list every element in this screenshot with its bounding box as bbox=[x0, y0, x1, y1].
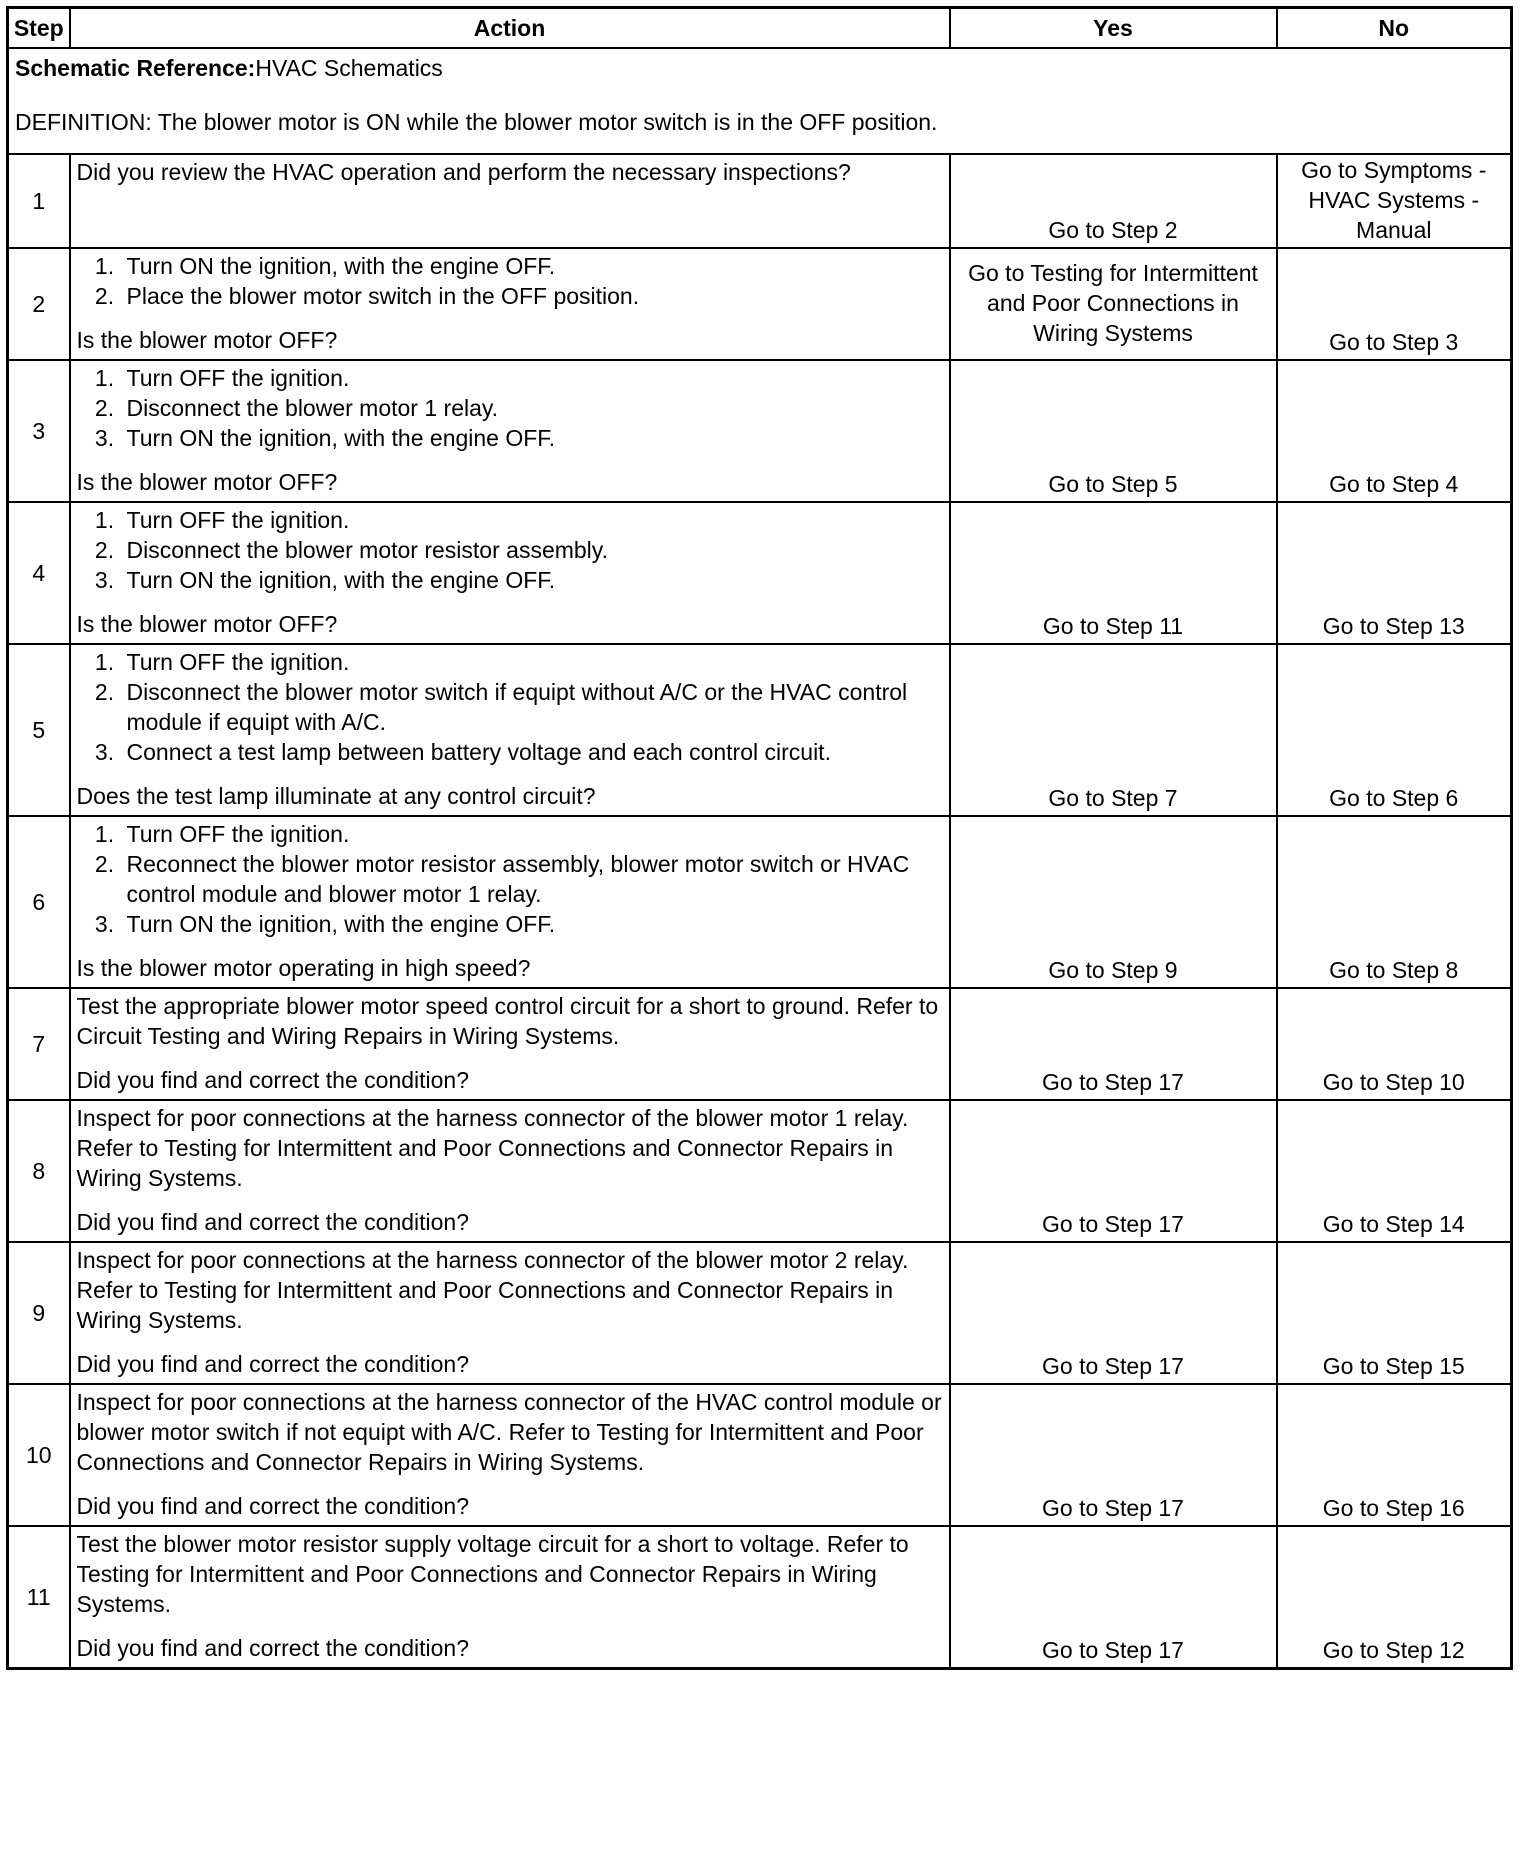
step-question: Does the test lamp illuminate at any control circuit? bbox=[76, 783, 596, 809]
step-row-5 bbox=[8, 644, 1512, 816]
instruction-item: 2. Place the blower motor switch in the OFF position. bbox=[121, 281, 943, 311]
instruction-item: 3. Turn ON the ignition, with the engine OFF. bbox=[121, 423, 943, 453]
step-question: Did you find and correct the condition? bbox=[76, 1067, 470, 1093]
step-action bbox=[70, 1100, 950, 1242]
step-text: Test the appropriate blower motor speed control circuit for a short to ground. Refer to Circuit Testing and Wiring Repairs in Wiring Systems. bbox=[76, 993, 939, 1049]
instruction-list bbox=[77, 819, 943, 939]
step-number: 6 bbox=[8, 816, 70, 988]
step-number: 1 bbox=[8, 154, 70, 248]
instruction-item: 3. Connect a test lamp between battery voltage and each control circuit. bbox=[121, 737, 943, 767]
step-row-7 bbox=[8, 988, 1512, 1100]
step-question: Did you find and correct the condition? bbox=[76, 1493, 470, 1519]
step-question: Is the blower motor OFF? bbox=[76, 327, 338, 353]
step-action bbox=[70, 1242, 950, 1384]
step-action bbox=[70, 816, 950, 988]
step-action bbox=[70, 644, 950, 816]
step-action bbox=[70, 248, 950, 360]
diagnostic-table bbox=[6, 6, 1513, 1670]
yes-result[interactable]: Go to Step 5 bbox=[950, 360, 1277, 502]
instruction-item: 2. Disconnect the blower motor 1 relay. bbox=[121, 393, 943, 423]
step-text: Test the blower motor resistor supply voltage circuit for a short to voltage. Refer to Testing for Intermittent and Poor Connections and Connector Repairs in Wiring Systems. bbox=[76, 1531, 909, 1617]
yes-result[interactable]: Go to Step 17 bbox=[950, 1384, 1277, 1526]
instruction-list bbox=[77, 505, 943, 595]
instruction-item: 1. Turn OFF the ignition. bbox=[121, 819, 943, 849]
step-number: 10 bbox=[8, 1384, 70, 1526]
step-question: Is the blower motor operating in high speed? bbox=[76, 955, 531, 981]
instruction-item: 2. Disconnect the blower motor resistor assembly. bbox=[121, 535, 943, 565]
step-question: Is the blower motor OFF? bbox=[76, 611, 338, 637]
no-result[interactable]: Go to Step 8 bbox=[1277, 816, 1512, 988]
instruction-item: 1. Turn OFF the ignition. bbox=[121, 363, 943, 393]
step-action bbox=[70, 154, 950, 248]
yes-result[interactable]: Go to Step 17 bbox=[950, 1242, 1277, 1384]
yes-result[interactable]: Go to Step 17 bbox=[950, 988, 1277, 1100]
step-number: 11 bbox=[8, 1526, 70, 1669]
step-number: 7 bbox=[8, 988, 70, 1100]
header-yes: Yes bbox=[950, 8, 1277, 49]
step-text: Inspect for poor connections at the harness connector of the HVAC control module or blower motor switch if not equipt with A/C. Refer to Testing for Intermittent and Poor Connections and Connector Repairs in Wiring Systems. bbox=[76, 1389, 942, 1475]
step-number: 8 bbox=[8, 1100, 70, 1242]
no-result[interactable]: Go to Step 16 bbox=[1277, 1384, 1512, 1526]
step-number: 9 bbox=[8, 1242, 70, 1384]
step-number: 3 bbox=[8, 360, 70, 502]
no-result[interactable]: Go to Step 10 bbox=[1277, 988, 1512, 1100]
step-row-3 bbox=[8, 360, 1512, 502]
step-question: Did you find and correct the condition? bbox=[76, 1635, 470, 1661]
yes-result[interactable]: Go to Step 7 bbox=[950, 644, 1277, 816]
header-no: No bbox=[1277, 8, 1512, 49]
step-action bbox=[70, 1384, 950, 1526]
step-row-6 bbox=[8, 816, 1512, 988]
instruction-list bbox=[77, 251, 943, 311]
step-question: Did you find and correct the condition? bbox=[76, 1351, 470, 1377]
step-text: Did you review the HVAC operation and perform the necessary inspections? bbox=[76, 159, 851, 185]
step-row-8 bbox=[8, 1100, 1512, 1242]
instruction-item: 3. Turn ON the ignition, with the engine OFF. bbox=[121, 565, 943, 595]
step-row-2 bbox=[8, 248, 1512, 360]
no-result[interactable]: Go to Step 12 bbox=[1277, 1526, 1512, 1669]
yes-result[interactable]: Go to Step 17 bbox=[950, 1100, 1277, 1242]
step-action bbox=[70, 502, 950, 644]
no-result[interactable]: Go to Step 13 bbox=[1277, 502, 1512, 644]
instruction-item: 2. Disconnect the blower motor switch if equipt without A/C or the HVAC control module if equipt with A/C. bbox=[121, 677, 943, 737]
instruction-list bbox=[77, 363, 943, 453]
yes-result[interactable]: Go to Step 11 bbox=[950, 502, 1277, 644]
schematic-reference-link[interactable]: HVAC Schematics bbox=[255, 55, 443, 81]
schematic-reference-label: Schematic Reference: bbox=[15, 55, 256, 81]
step-question: Is the blower motor OFF? bbox=[76, 469, 338, 495]
step-number: 2 bbox=[8, 248, 70, 360]
no-result[interactable]: Go to Step 3 bbox=[1277, 248, 1512, 360]
no-result[interactable]: Go to Step 14 bbox=[1277, 1100, 1512, 1242]
step-number: 5 bbox=[8, 644, 70, 816]
step-action bbox=[70, 1526, 950, 1669]
header-action: Action bbox=[70, 8, 950, 49]
header-step: Step bbox=[8, 8, 70, 49]
step-text: Inspect for poor connections at the harness connector of the blower motor 2 relay. Refer to Testing for Intermittent and Poor Connections and Connector Repairs in Wiring Systems. bbox=[76, 1247, 909, 1333]
definition-text: DEFINITION: The blower motor is ON while the blower motor switch is in the OFF position. bbox=[15, 109, 938, 135]
step-action bbox=[70, 360, 950, 502]
yes-result[interactable]: Go to Step 17 bbox=[950, 1526, 1277, 1669]
reference-row bbox=[8, 48, 1512, 154]
step-row-9 bbox=[8, 1242, 1512, 1384]
instruction-item: 2. Reconnect the blower motor resistor assembly, blower motor switch or HVAC control module and blower motor 1 relay. bbox=[121, 849, 943, 909]
no-result[interactable]: Go to Step 6 bbox=[1277, 644, 1512, 816]
step-row-4 bbox=[8, 502, 1512, 644]
step-question: Did you find and correct the condition? bbox=[76, 1209, 470, 1235]
step-row-10 bbox=[8, 1384, 1512, 1526]
reference-cell bbox=[8, 48, 1512, 154]
no-result[interactable]: Go to Step 15 bbox=[1277, 1242, 1512, 1384]
no-result[interactable]: Go to Symptoms - HVAC Systems - Manual bbox=[1277, 154, 1512, 248]
step-row-11 bbox=[8, 1526, 1512, 1669]
yes-result[interactable]: Go to Step 2 bbox=[950, 154, 1277, 248]
header-row bbox=[8, 8, 1512, 49]
step-text: Inspect for poor connections at the harness connector of the blower motor 1 relay. Refer to Testing for Intermittent and Poor Connections and Connector Repairs in Wiring Systems. bbox=[76, 1105, 909, 1191]
step-number: 4 bbox=[8, 502, 70, 644]
schematic-reference bbox=[15, 53, 1504, 83]
instruction-list bbox=[77, 647, 943, 767]
no-result[interactable]: Go to Step 4 bbox=[1277, 360, 1512, 502]
instruction-item: 1. Turn ON the ignition, with the engine OFF. bbox=[121, 251, 943, 281]
instruction-item: 1. Turn OFF the ignition. bbox=[121, 505, 943, 535]
instruction-item: 3. Turn ON the ignition, with the engine OFF. bbox=[121, 909, 943, 939]
instruction-item: 1. Turn OFF the ignition. bbox=[121, 647, 943, 677]
yes-result[interactable]: Go to Testing for Intermittent and Poor Connections in Wiring Systems bbox=[950, 248, 1277, 360]
step-row-1 bbox=[8, 154, 1512, 248]
step-action bbox=[70, 988, 950, 1100]
yes-result[interactable]: Go to Step 9 bbox=[950, 816, 1277, 988]
